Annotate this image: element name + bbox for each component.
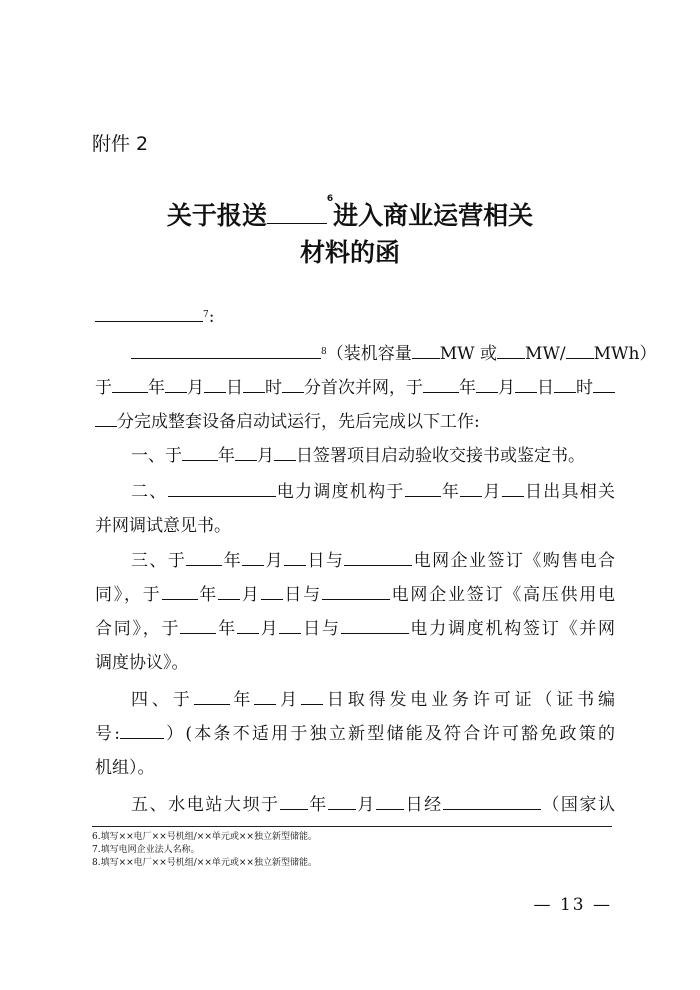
paragraph-1-line-2 — [95, 371, 615, 405]
footnote-ref-7: 7 — [203, 310, 209, 320]
title-text-start: 关于报送 — [166, 201, 267, 230]
blank — [566, 340, 594, 359]
blank — [502, 478, 524, 497]
blank — [279, 615, 301, 634]
footnotes — [92, 826, 612, 870]
item-5-line-1 — [95, 788, 615, 822]
blank — [423, 374, 459, 393]
blank — [168, 478, 276, 497]
blank — [554, 374, 576, 393]
blank — [284, 547, 306, 566]
paragraph-1-line-1 — [95, 337, 657, 371]
p1-text: 日 — [537, 378, 554, 398]
p1-text: 月 — [187, 378, 204, 398]
item2-text: 日出具相关 — [523, 482, 616, 502]
item3-text: 合同》，于 — [95, 619, 181, 639]
blank — [204, 374, 226, 393]
blank — [186, 547, 222, 566]
unit-name-blank — [131, 340, 321, 359]
blank — [237, 615, 259, 634]
item3-text: 三、于 — [131, 551, 187, 571]
item5-text: 年 — [307, 795, 328, 815]
item-4-line-1 — [95, 683, 615, 717]
item-3-line-2 — [95, 578, 615, 612]
item-3-line-4: 调度协议》。 — [95, 653, 189, 673]
blank — [242, 547, 264, 566]
item5-text: 月 — [355, 795, 376, 815]
p1-text: 分首次并网，于 — [304, 378, 423, 398]
blank — [180, 615, 216, 634]
blank — [301, 686, 323, 705]
item5-text: （国家认 — [540, 795, 616, 815]
blank — [344, 547, 412, 566]
p1-text: 日 — [226, 378, 243, 398]
item4-text: 月 — [276, 690, 302, 710]
item1-text: 年 — [218, 446, 235, 466]
blank — [412, 340, 440, 359]
blank — [376, 791, 404, 810]
p1-text: 月 — [498, 378, 515, 398]
blank — [328, 791, 356, 810]
item3-text: 年 — [216, 619, 237, 639]
blank — [515, 374, 537, 393]
footnote-6: 6.填写××电厂××号机组/××单元或××独立新型储能。 — [92, 832, 317, 842]
item3-text: 日与 — [282, 585, 322, 605]
item-2-line-2: 并网调试意见书。 — [95, 516, 231, 536]
blank — [593, 374, 615, 393]
item4-text: ）(本条不适用于独立新型储能及符合许可豁免政策的 — [163, 724, 615, 744]
certificate-number-blank — [120, 720, 164, 739]
item-3-line-1 — [95, 544, 615, 578]
footnote-7: 7.填写电网企业法人名称。 — [92, 845, 200, 855]
item1-text: 日签署项目启动验收交接书或鉴定书。 — [296, 446, 585, 466]
title-text-end: 进入商业运营相关 — [333, 201, 534, 230]
blank — [274, 442, 296, 461]
document-title-line2: 材料的函 — [299, 238, 400, 267]
p1-text: 年 — [148, 378, 165, 398]
item2-text: 二、 — [131, 482, 168, 502]
blank — [218, 581, 240, 600]
item3-text: 年 — [222, 551, 243, 571]
item3-text: 电网企业签订《购售电合 — [412, 551, 616, 571]
item-2-line-1 — [95, 475, 615, 509]
blank — [254, 686, 276, 705]
item4-text: 年 — [229, 690, 255, 710]
blank — [235, 442, 257, 461]
blank — [497, 340, 525, 359]
addressee-line — [95, 300, 615, 334]
blank — [194, 686, 230, 705]
p1-text: 分完成整套设备启动试运行，先后完成以下工作: — [117, 412, 480, 432]
p1-text: （装机容量 — [326, 344, 412, 364]
item4-text: 号: — [95, 724, 120, 744]
blank — [243, 374, 265, 393]
p1-text: 年 — [459, 378, 476, 398]
paragraph-1-line-3 — [95, 405, 615, 439]
item3-text: 月 — [258, 619, 280, 639]
item1-text: 一、于 — [131, 446, 182, 466]
item-4-line-2 — [95, 717, 615, 751]
footnote-ref-8: 8 — [321, 347, 327, 357]
item3-text: 日与 — [301, 619, 341, 639]
addressee-blank — [95, 303, 203, 322]
document-title-line1 — [0, 196, 700, 232]
title-blank — [267, 197, 327, 224]
item3-text: 年 — [197, 585, 219, 605]
item2-text: 月 — [482, 482, 502, 502]
item3-text: 电力调度机构签订《并网 — [408, 619, 616, 639]
item4-text: 日取得发电业务许可证（证书编 — [323, 690, 616, 710]
item3-text: 电网企业签订《高压供用电 — [389, 585, 616, 605]
p1-text: MW 或 — [439, 344, 498, 364]
blank — [165, 374, 187, 393]
item5-text: 日经 — [403, 795, 443, 815]
p1-text: MWh） — [593, 344, 657, 364]
p1-text: 于 — [95, 378, 112, 398]
blank — [182, 442, 218, 461]
blank — [162, 581, 198, 600]
item-1 — [95, 439, 615, 473]
blank — [322, 581, 390, 600]
p1-text: 时 — [576, 378, 593, 398]
item1-text: 月 — [257, 446, 274, 466]
page-number: — 13 — — [533, 895, 612, 915]
blank — [261, 581, 283, 600]
addressee-colon: : — [208, 307, 215, 327]
footnote-8: 8.填写××电厂××号机组/××单元或××独立新型储能。 — [92, 858, 317, 868]
item3-text: 同》，于 — [95, 585, 162, 605]
blank — [95, 408, 117, 427]
blank — [443, 791, 541, 810]
item4-text: 四、于 — [131, 690, 194, 710]
attachment-label: 附件 2 — [92, 133, 149, 155]
item5-text: 五、水电站大坝于 — [131, 795, 280, 815]
item3-text: 月 — [240, 585, 261, 605]
item-4-line-3: 机组）。 — [95, 758, 155, 778]
blank — [112, 374, 148, 393]
blank — [460, 478, 482, 497]
item2-text: 年 — [440, 482, 461, 502]
item3-text: 日与 — [306, 551, 345, 571]
p1-text: MW/ — [525, 344, 566, 364]
blank — [282, 374, 304, 393]
footnote-ref-6: 6 — [326, 194, 334, 204]
item2-text: 电力调度机构于 — [275, 482, 405, 502]
blank — [280, 791, 308, 810]
blank — [341, 615, 409, 634]
blank — [476, 374, 498, 393]
blank — [405, 478, 441, 497]
item-3-line-3 — [95, 612, 615, 646]
p1-text: 时 — [265, 378, 282, 398]
item3-text: 月 — [264, 551, 285, 571]
